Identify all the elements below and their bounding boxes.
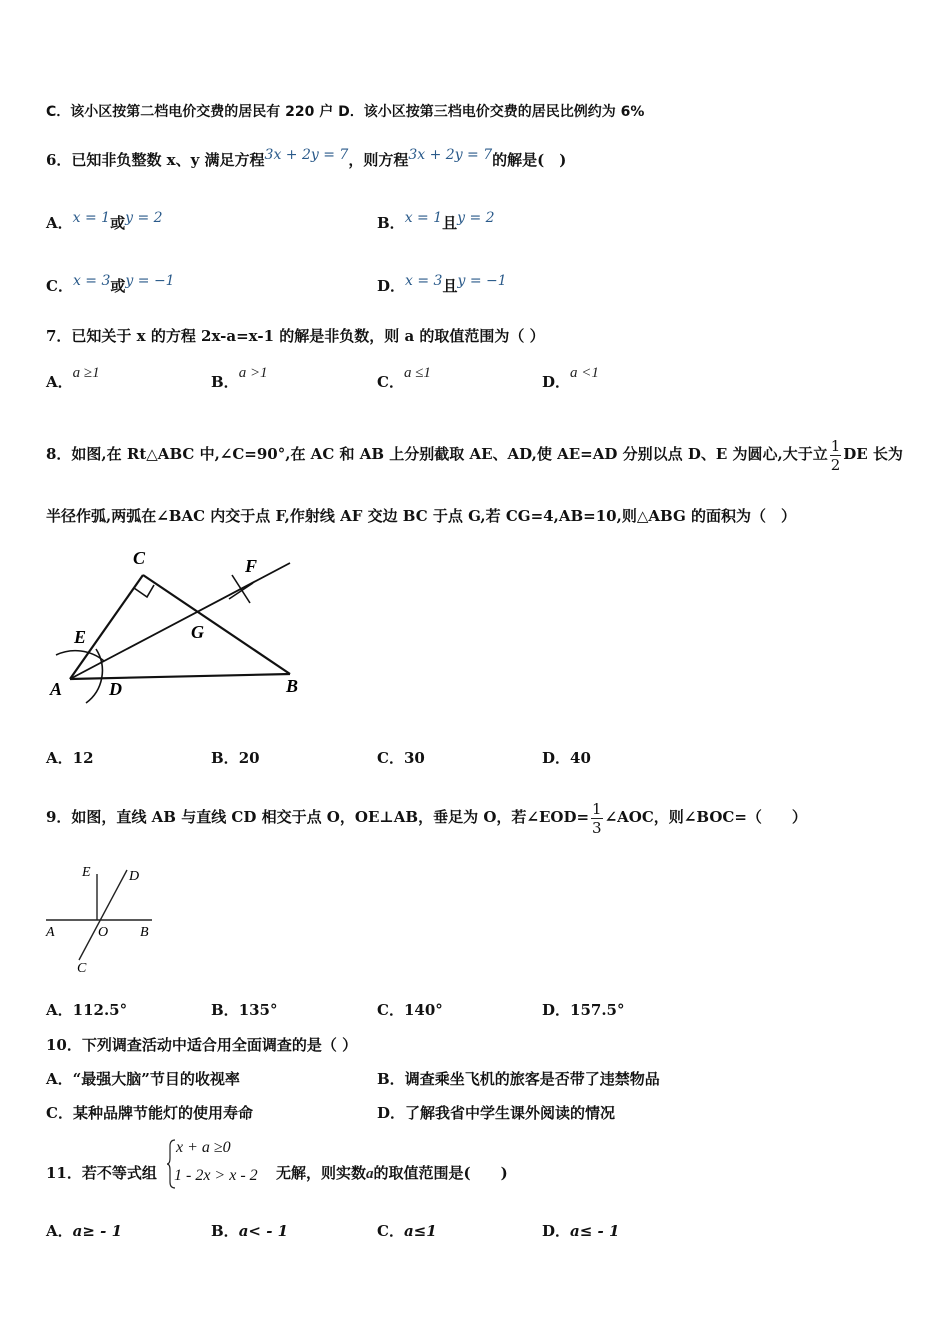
q8-fraction: $\frac{1}{2}$	[830, 436, 841, 474]
q9-option-d[interactable]: D．157.5°	[542, 1001, 625, 1019]
q8-stem-line1: 8．如图,在 Rt△ABC 中,∠C=90°,在 AC 和 AB 上分别截取 AE、AD,使 AE=AD 分别以点 D、E 为圆心,大于立 $\frac{1}{2}$ DE 长为	[46, 436, 903, 474]
q9-fraction: $\frac{1}{3}$	[592, 799, 602, 837]
right-angle-mark	[134, 585, 154, 597]
q7-option-b[interactable]: B．a >1	[211, 365, 268, 391]
q11-suffix: 无解，则实数a的取值范围是( )	[276, 1164, 508, 1182]
ray-af	[70, 563, 290, 679]
label-e: E	[82, 865, 91, 880]
q7-stem: 7．已知关于 x 的方程 2x-a=x-1 的解是非负数，则 a 的取值范围为（ ）	[46, 327, 545, 345]
label-a: A	[50, 679, 63, 699]
q9-option-c[interactable]: C．140°	[377, 1001, 443, 1019]
q7-option-d[interactable]: D．a <1	[542, 365, 599, 391]
q10-option-a[interactable]: A．“最强大脑”节目的收视率	[46, 1070, 240, 1088]
q8-stem-line2: 半径作弧,两弧在∠BAC 内交于点 F,作射线 AF 交边 BC 于点 G,若 CG=4,AB=10,则△ABG 的面积为（ ）	[46, 507, 796, 525]
arc-f-2	[229, 583, 253, 599]
label-b: B	[140, 925, 149, 940]
q10-option-c[interactable]: C．某种品牌节能灯的使用寿命	[46, 1104, 253, 1122]
q7-option-c[interactable]: C．a ≤1	[377, 365, 431, 391]
q6-option-c[interactable]: C．x = 3或y = −1	[46, 273, 175, 295]
q8-option-b[interactable]: B．20	[211, 749, 260, 767]
q11-option-a[interactable]: A．a≥ - 1	[46, 1222, 123, 1240]
label-a: A	[46, 925, 55, 940]
q6-option-b[interactable]: B．x = 1且y = 2	[377, 210, 495, 232]
q6-equation-2: 3x + 2y = 7	[408, 147, 493, 163]
q10-stem: 10．下列调查活动中适合用全面调查的是（ ）	[46, 1036, 358, 1054]
q6-prefix: 6．已知非负整数 x、y 满足方程	[46, 151, 265, 169]
q9-stem: 9．如图，直线 AB 与直线 CD 相交于点 O，OE⊥AB，垂足为 O，若∠EOD= $\frac{1}{3}$ ∠AOC，则∠BOC=（ ）	[46, 799, 807, 837]
q8-option-a[interactable]: A．12	[46, 749, 94, 767]
label-g: G	[191, 622, 204, 642]
q10-option-b[interactable]: B．调查乘坐飞机的旅客是否带了违禁物品	[377, 1070, 660, 1088]
q5-option-line: C．该小区按第二档电价交费的居民有 220 户 D．该小区按第三档电价交费的居民比例约为 6%	[46, 104, 645, 120]
q11-option-d[interactable]: D．a≤ - 1	[542, 1222, 620, 1240]
q7-option-a[interactable]: A．a ≥1	[46, 365, 100, 391]
label-d: D	[109, 679, 122, 699]
q10-option-d[interactable]: D．了解我省中学生课外阅读的情况	[377, 1104, 616, 1122]
label-c: C	[133, 548, 146, 568]
label-b: B	[286, 676, 299, 696]
q6-option-d[interactable]: D．x = 3且y = −1	[377, 273, 507, 295]
q8-option-c[interactable]: C．30	[377, 749, 425, 767]
q11-prefix: 11．若不等式组	[46, 1164, 157, 1182]
q6-mid: ，则方程	[348, 151, 409, 169]
q6-equation: 3x + 2y = 7	[264, 147, 349, 163]
arc-d	[86, 649, 102, 703]
q6-stem	[46, 147, 567, 171]
q9-lines-figure	[44, 860, 159, 978]
q8-option-d[interactable]: D．40	[542, 749, 591, 767]
q6-suffix: 的解是( )	[492, 151, 567, 169]
q11-inequality-2: 1 - 2x > x - 2	[174, 1167, 258, 1184]
q9-option-a[interactable]: A．112.5°	[46, 1001, 128, 1019]
label-o: O	[98, 925, 109, 940]
arc-e	[56, 651, 104, 661]
label-e: E	[74, 627, 87, 647]
arc-f-1	[232, 575, 250, 603]
q8-triangle-figure	[46, 543, 306, 713]
label-d: D	[129, 869, 140, 884]
q6-option-a[interactable]: A．x = 1或y = 2	[46, 210, 163, 232]
q11-inequality-1: x + a ≥0	[176, 1139, 231, 1156]
segment-cb	[143, 575, 290, 674]
line-cd	[79, 870, 127, 960]
label-f: F	[245, 556, 258, 576]
q9-option-b[interactable]: B．135°	[211, 1001, 278, 1019]
label-c: C	[77, 961, 87, 976]
q11-option-b[interactable]: B．a< - 1	[211, 1222, 289, 1240]
q11-option-c[interactable]: C．a≤1	[377, 1222, 437, 1240]
